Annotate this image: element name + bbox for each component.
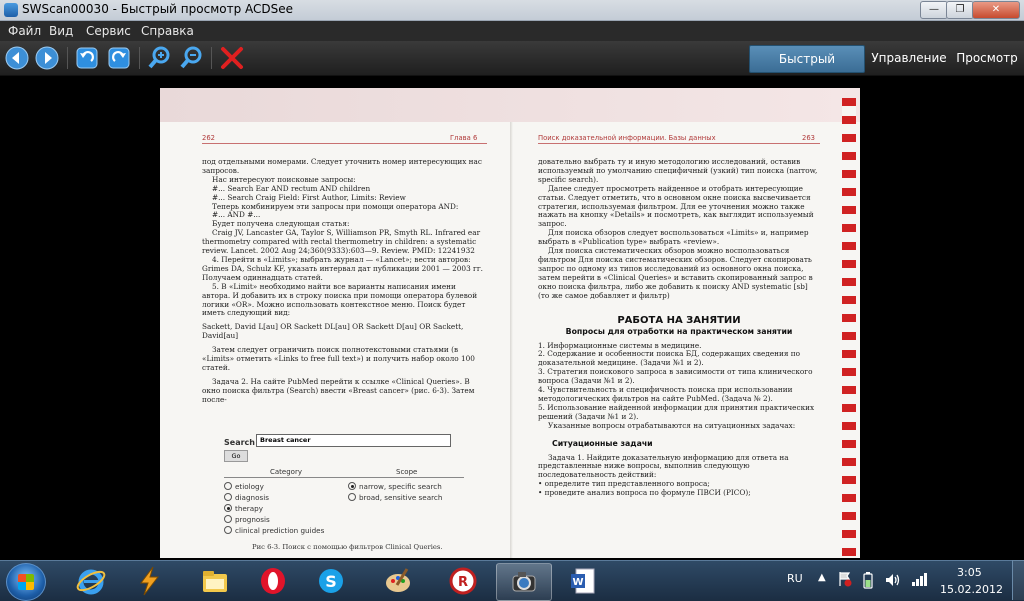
taskbar-app-skype[interactable] xyxy=(304,563,358,599)
svg-text:W: W xyxy=(572,577,584,588)
scope-header: Scope xyxy=(396,468,418,476)
file-explorer-icon xyxy=(199,565,231,597)
svg-text:R: R xyxy=(457,575,469,590)
question-item: 5. Использование найденной информации для принятия практических решений (Задачи №1 и 2). xyxy=(538,402,815,421)
show-hidden-icons-icon[interactable]: ▲ xyxy=(818,572,826,583)
start-button[interactable] xyxy=(6,563,46,601)
battery-icon[interactable] xyxy=(862,571,874,589)
paragraph: Для поиска систематических обзоров можно воспользоваться фильтром Для поиска систематических обзоров. Следует скопировать запрос по одному из типов исследований из основного окна поиска, затем перейти в «Clinical Queries» и вставить скопированный запрос в окно поиска фильтра, либо же добавить к поиску AND systematic [sb] (то же самое добавляет и фильтр) xyxy=(538,246,813,300)
zoom-out-button[interactable] xyxy=(178,45,204,71)
paragraph: под отдельными номерами. Следует уточнить номер интересующих нас запросов. xyxy=(202,157,482,175)
category-option: diagnosis xyxy=(224,493,269,502)
language-indicator[interactable]: RU xyxy=(787,572,803,585)
figure-caption: Рис 6-3. Поиск с помощью фильтров Clinical Queries. xyxy=(252,543,443,551)
rotate-right-icon xyxy=(106,45,132,71)
right-header-title: Поиск доказательной информации. Базы данных xyxy=(538,134,716,142)
category-option: prognosis xyxy=(224,515,270,524)
opera-icon xyxy=(257,565,289,597)
mode-quick-view[interactable]: Быстрый xyxy=(749,45,865,73)
category-option: therapy xyxy=(224,504,263,513)
forward-button[interactable] xyxy=(34,45,60,71)
paragraph: Задача 2. На сайте PubMed перейти к ссылке «Clinical Queries». В окно поиска фильтра (Search) ввести «Breast cancer» (рис. 6-3). Затем после- xyxy=(202,376,475,404)
paragraph: 5. В «Limit» необходимо найти все варианты написания имени автора. И добавить их в строку поиска при помощи оператора булевой логики «OR». Можно использовать контекстное меню. Поиск будет иметь следующий вид: xyxy=(202,281,478,318)
taskbar-app-paint[interactable] xyxy=(372,563,426,599)
menu-help[interactable]: Справка xyxy=(141,24,194,38)
left-chapter-title: Глава 6 xyxy=(450,134,478,142)
question-item: 3. Стратегия поискового запроса в зависимости от типа клинического вопроса (Задачи №1 и 2). xyxy=(538,367,813,386)
acdsee-app-icon xyxy=(4,3,18,17)
image-viewer[interactable] xyxy=(0,76,1024,560)
scan-color-edge xyxy=(160,88,860,122)
minimize-button[interactable]: — xyxy=(920,1,948,19)
toolbar xyxy=(0,41,1024,76)
action-center-flag-icon[interactable] xyxy=(838,571,852,587)
close-button[interactable]: ✕ xyxy=(972,1,1020,19)
page-fold xyxy=(510,122,513,558)
menu-bar xyxy=(0,21,1024,41)
radio-icon xyxy=(224,515,232,523)
taskbar-app-explorer[interactable] xyxy=(188,563,242,599)
paragraph: #... AND #... xyxy=(212,210,261,220)
paragraph: Далее следует просмотреть найденное и отобрать интересующие статьи. Следует отметить, что в основном окне поиска высвечивается стратегия, используемая фильтром. Для ее уточнения можно также нажать на кнопку «Details» и посмотреть, как выглядит используемый запрос. xyxy=(538,183,814,229)
section-subtitle: Вопросы для отработки на практическом занятии xyxy=(565,326,793,336)
taskbar-app-word[interactable] xyxy=(556,563,610,599)
rotate-left-button[interactable] xyxy=(74,45,100,71)
menu-view[interactable]: Вид xyxy=(49,24,74,38)
show-desktop-button[interactable] xyxy=(1012,560,1024,600)
question-item: 1. Информационные системы в медицине. xyxy=(538,340,702,350)
internet-explorer-icon xyxy=(75,565,107,597)
header-rule xyxy=(202,143,487,144)
task-item: • проведите анализ вопроса по формуле ПВСИ (PICO); xyxy=(538,488,751,498)
category-option: etiology xyxy=(224,482,264,491)
zoom-in-button[interactable] xyxy=(146,45,172,71)
category-option: clinical prediction guides xyxy=(224,526,324,535)
question-item: 2. Содержание и особенности поиска БД, содержащих сведения по доказательной медицине. (Задачи №1 и 2). xyxy=(538,349,801,368)
search-field: Breast cancer xyxy=(256,434,451,447)
paragraph: Craig JV, Lancaster GA, Taylor S, Williamson PR, Smyth RL. Infrared ear thermometry compared with rectal thermometry in children: a systematic review. Lancet. 2002 Aug 24;360(9333):603—9. Review. PMID: 12241932 xyxy=(202,228,481,256)
section-title: РАБОТА НА ЗАНЯТИИ xyxy=(617,314,741,326)
header-rule xyxy=(224,477,464,478)
tasks-title: Ситуационные задачи xyxy=(552,438,653,448)
volume-icon[interactable] xyxy=(884,571,902,589)
paragraph: #... Search Ear AND rectum AND children xyxy=(212,183,371,193)
task-item: • определите тип представленного вопроса; xyxy=(538,479,710,489)
paragraph: Для поиска обзоров следует воспользоваться «Limits» и, например выбрать в «Publication type» выбрать «review». xyxy=(538,228,809,247)
paragraph: 4. Перейти в «Limits»; выбрать журнал — «Lancet»; вести авторов: Grimes DA, Schulz KF, указать интервал дат публикации 2001 — 2003 гг. Получаем одиннадцать статей. xyxy=(202,254,483,282)
clock-date[interactable]: 15.02.2012 xyxy=(940,583,1003,596)
radio-checked-icon xyxy=(224,504,232,512)
radio-icon xyxy=(224,482,232,490)
taskbar-app-reader[interactable] xyxy=(436,563,490,599)
mode-manage[interactable]: Управление xyxy=(871,51,947,65)
taskbar-app-acdsee[interactable] xyxy=(496,563,552,601)
delete-icon xyxy=(219,45,245,71)
clinical-queries-figure xyxy=(220,426,470,556)
paragraph: Sackett, David L[au] OR Sackett DL[au] OR Sackett D[au] OR Sackett, David[au] xyxy=(202,322,464,341)
window-title: SWScan00030 - Быстрый просмотр ACDSee xyxy=(22,2,294,16)
word-icon xyxy=(567,565,599,597)
paragraph: довательно выбрать ту и иную методологию исследований, оставив используемый по умолчанию специфичный (узкий) тип поиска (narrow, specific search). xyxy=(538,157,818,184)
taskbar-app-ie[interactable] xyxy=(64,563,118,599)
delete-button[interactable] xyxy=(219,45,245,71)
scanned-page-image xyxy=(160,88,860,558)
paragraph: Будет получена следующая статья: xyxy=(212,219,350,229)
rotate-left-icon xyxy=(74,45,100,71)
taskbar-app-opera[interactable] xyxy=(246,563,300,599)
paragraph: Теперь комбинируем эти запросы при помощи оператора AND: xyxy=(212,201,459,211)
paint-icon xyxy=(383,565,415,597)
search-label: Search xyxy=(224,438,255,447)
taskbar-app-winamp[interactable] xyxy=(122,563,176,599)
taskbar xyxy=(0,560,1024,601)
mode-view[interactable]: Просмотр xyxy=(956,51,1018,65)
radio-icon xyxy=(224,526,232,534)
skype-icon xyxy=(315,565,347,597)
forward-arrow-icon xyxy=(34,45,60,71)
task-paragraph: Задача 1. Найдите доказательную информацию для ответа на представленные ниже вопросы, выполнив следующую последовательность действий: xyxy=(538,452,789,480)
category-header: Category xyxy=(270,468,302,476)
left-column-text xyxy=(202,158,484,405)
clock-time[interactable]: 3:05 xyxy=(957,566,982,579)
zoom-out-icon xyxy=(178,45,204,71)
foxit-reader-icon xyxy=(447,565,479,597)
svg-text:S: S xyxy=(325,572,337,591)
title-bar xyxy=(0,0,1024,21)
left-page-number: 262 xyxy=(202,134,215,142)
zoom-in-icon xyxy=(146,45,172,71)
back-arrow-icon xyxy=(4,45,30,71)
radio-icon xyxy=(348,493,356,501)
question-item: 4. Чувствительность и специфичность поиска при использовании методологических фильтров на сайте PubMed. (Задача № 2). xyxy=(538,385,793,403)
rotate-right-button[interactable] xyxy=(106,45,132,71)
radio-icon xyxy=(224,493,232,501)
toolbar-separator xyxy=(211,47,212,69)
scope-option: broad, sensitive search xyxy=(348,493,442,502)
radio-checked-icon xyxy=(348,482,356,490)
right-page-number: 263 xyxy=(802,134,815,142)
right-column-text xyxy=(538,158,820,498)
toolbar-separator xyxy=(67,47,68,69)
acdsee-icon xyxy=(508,566,540,598)
paragraph: Нас интересуют поисковые запросы: xyxy=(212,174,356,184)
questions-note: Указанные вопросы отрабатываются на ситуационных задачах: xyxy=(548,420,796,430)
paragraph: Затем следует ограничить поиск полнотекстовыми статьями (в «Limits» отметить «Links to free full text») и получить набор около 100 статей. xyxy=(202,345,475,372)
header-rule xyxy=(538,143,820,144)
menu-file[interactable]: Файл xyxy=(8,24,42,38)
maximize-button[interactable]: ❐ xyxy=(946,1,974,19)
go-button: Go xyxy=(224,450,248,462)
scope-option: narrow, specific search xyxy=(348,482,442,491)
winamp-icon xyxy=(133,565,165,597)
network-icon[interactable] xyxy=(910,570,928,588)
back-button[interactable] xyxy=(4,45,30,71)
binding-edge-marks xyxy=(842,98,856,556)
toolbar-separator xyxy=(139,47,140,69)
menu-service[interactable]: Сервис xyxy=(86,24,131,38)
paragraph: #... Search Craig Field: First Author, Limits: Review xyxy=(212,192,406,202)
